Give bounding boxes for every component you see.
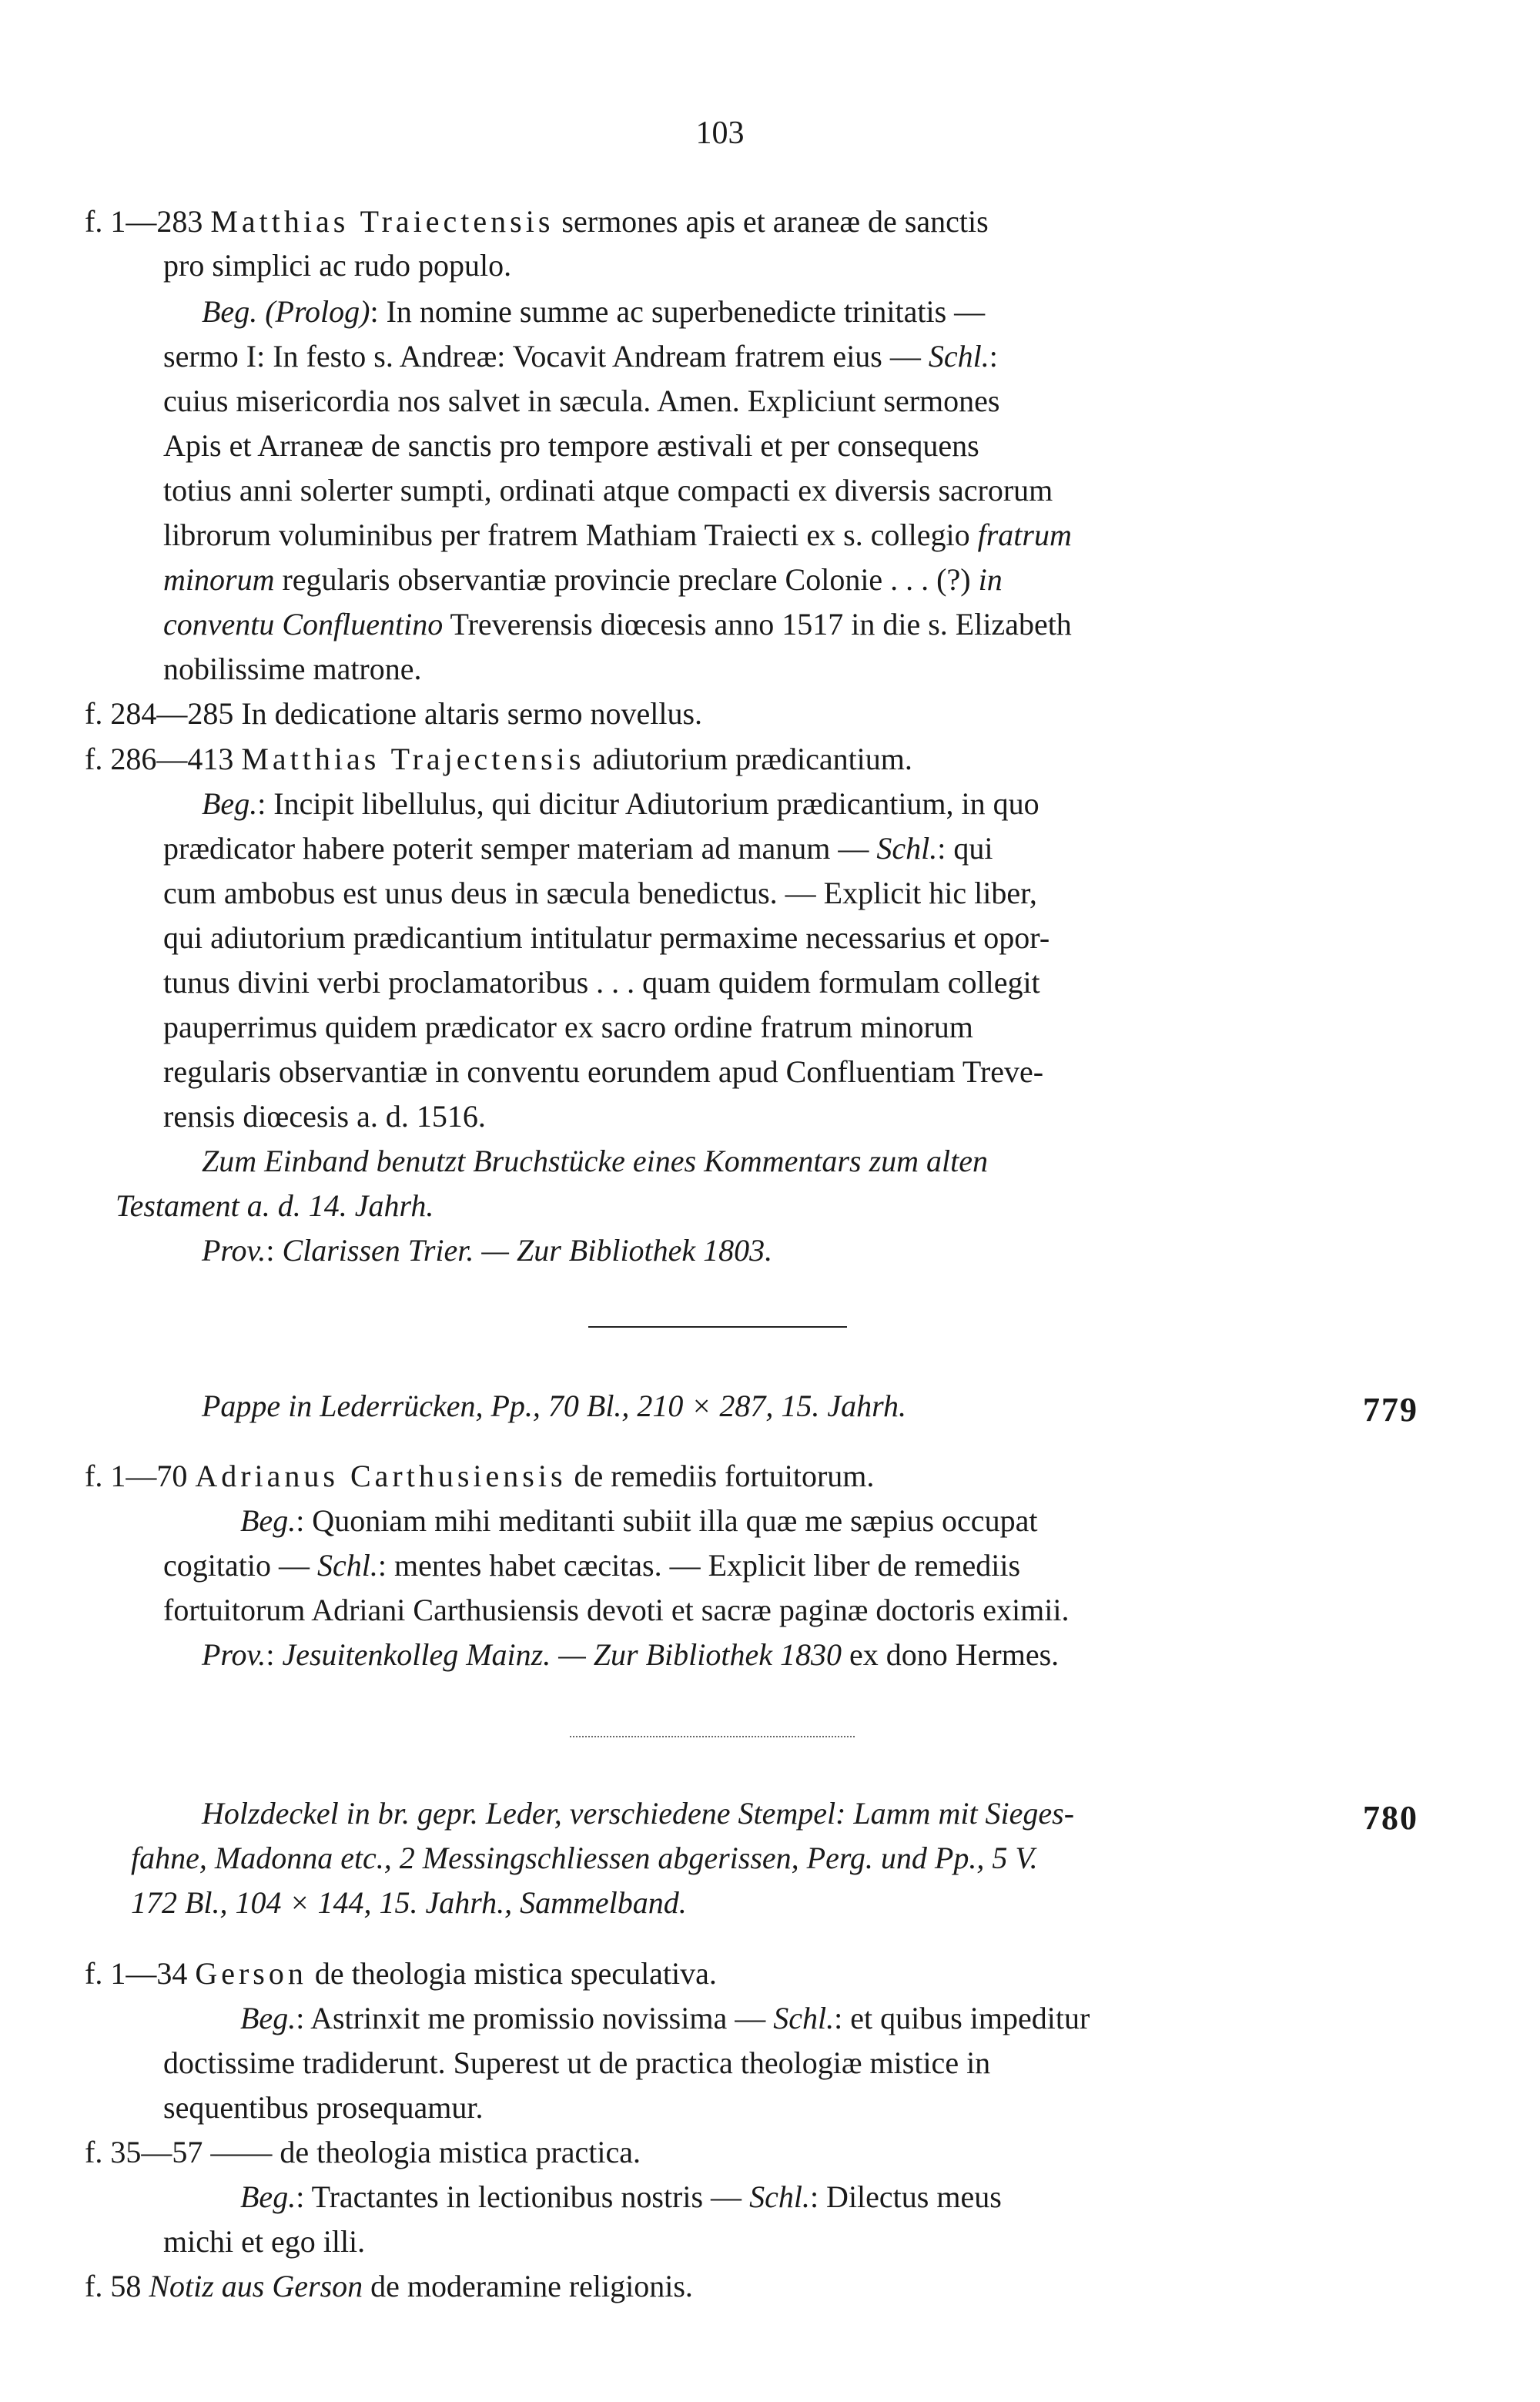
line-text: tunus divini verbi proclamatoribus . . . quam quidem formulam collegit [163, 965, 1040, 1000]
line-text: f. 35—57 —— de theologia mistica practica. [85, 2135, 641, 2169]
text-line [85, 744, 912, 775]
section-divider [588, 1326, 847, 1328]
line-text: pro simplici ac rudo populo. [163, 248, 512, 283]
line-text: totius anni solerter sumpti, ordinati atque compacti ex diversis sacrorum [163, 473, 1053, 508]
line-text: michi et ego illi. [163, 2224, 366, 2259]
manuscript-number: 779 [1363, 1391, 1418, 1429]
line-text: doctissime tradiderunt. Superest ut de practica theologiæ mistice in [163, 2045, 991, 2080]
text-line [163, 1012, 973, 1043]
manuscript-description [131, 1843, 1038, 1874]
line-text: : et quibus impeditur [834, 2001, 1090, 2035]
line-text: sermo I: In festo s. Andreæ: Vocavit Andream fratrem eius — [163, 339, 929, 374]
line-text: prædicator habere poterit semper materiam ad manum — [163, 831, 877, 866]
manuscript-description [202, 1391, 906, 1422]
author-name: Matthias Trajectensis [241, 742, 585, 776]
line-text: pauperrimus quidem prædicator ex sacro ordine fratrum minorum [163, 1010, 973, 1044]
section-divider [570, 1736, 855, 1737]
folio-range: f. 58 [85, 2269, 149, 2303]
text-line [163, 386, 999, 417]
line-text: f. 284—285 In dedicatione altaris sermo novellus. [85, 696, 703, 731]
line-text-italic: fratrum [977, 518, 1072, 552]
text-line [163, 564, 1003, 595]
text-line [85, 698, 702, 729]
folio-range: f. 1—283 [85, 204, 211, 239]
provenance: Clarissen Trier. — Zur Bibliothek 1803. [282, 1233, 773, 1268]
work-title: de theologia mistica speculativa. [306, 1956, 717, 1991]
line-text-italic: in [978, 562, 1003, 597]
text-line [163, 920, 1050, 955]
line-text: fortuitorum Adriani Carthusiensis devoti et sacræ paginæ doctoris eximii. [163, 1593, 1070, 1627]
text-line [85, 1958, 717, 1989]
line-text: : [266, 1233, 283, 1268]
text-line [163, 341, 998, 372]
line-text: Apis et Arraneæ de sanctis pro tempore æstivali et per consequens [163, 428, 979, 463]
folio-range: f. 286—413 [85, 742, 242, 776]
text-line [85, 2137, 641, 2168]
schl-label: Schl. [749, 2179, 810, 2214]
text-line [163, 1595, 1069, 1626]
line-text: : mentes habet cæcitas. — Explicit liber de remediis [377, 1548, 1021, 1583]
line-text: cuius misericordia nos salvet in sæcula. Amen. Expliciunt sermones [163, 384, 1000, 418]
text-line [163, 2045, 991, 2080]
line-text: : Quoniam mihi meditanti subiit illa quæ me sæpius occupat [296, 1503, 1038, 1538]
line-text: : [266, 1637, 283, 1672]
line-text-italic: conventu Confluentino [163, 607, 444, 642]
manuscript-description [202, 1798, 1074, 1829]
line-text: ex dono Hermes. [842, 1637, 1060, 1672]
binding-note: Zum Einband benutzt Bruchstücke eines Kommentars zum alten [202, 1144, 988, 1178]
line-text: : Astrinxit me promissio novissima — [296, 2001, 774, 2035]
line-text: de moderamine religionis. [363, 2269, 693, 2303]
manuscript-description [131, 1885, 687, 1920]
schl-label: Schl. [876, 831, 938, 866]
work-title: adiutorium prædicantium. [584, 742, 912, 776]
text-line [202, 296, 985, 327]
line-text: librorum voluminibus per fratrem Mathiam Traiecti ex s. collegio [163, 518, 978, 552]
text-line [163, 520, 1072, 551]
line-text: : Dilectus meus [809, 2179, 1002, 2214]
beg-label: Beg. [240, 1503, 296, 1538]
text-line [163, 250, 511, 281]
description-text: Holzdeckel in br. gepr. Leder, verschiedene Stempel: Lamm mit Sieges- [202, 1796, 1075, 1831]
author-name: Matthias Traiectensis [210, 204, 554, 239]
manuscript-number: 780 [1363, 1799, 1418, 1837]
text-line [85, 1461, 874, 1492]
line-text: sequentibus prosequamur. [163, 2090, 484, 2125]
text-line [163, 878, 1037, 909]
line-text: cum ambobus est unus deus in sæcula benedictus. — Explicit hic liber, [163, 876, 1037, 910]
beg-label: Beg. (Prolog) [202, 294, 370, 329]
text-line [163, 2226, 365, 2257]
text-line [163, 475, 1053, 506]
schl-label: Schl. [773, 2001, 835, 2035]
line-text: : Incipit libellulus, qui dicitur Adiutorium prædicantium, in quo [257, 786, 1040, 821]
line-text-italic: Notiz aus Gerson [149, 2269, 363, 2303]
folio-range: f. 1—34 [85, 1956, 196, 1991]
work-title: sermones apis et araneæ de sanctis [554, 204, 989, 239]
text-line [163, 609, 1072, 640]
page-number: 103 [695, 116, 745, 151]
text-line [163, 654, 422, 685]
schl-label: Schl. [928, 339, 989, 374]
line-text: qui adiutorium prædicantium intitulatur permaxime necessarius et opor- [163, 920, 1050, 955]
provenance: Jesuitenkolleg Mainz. — Zur Bibliothek 1830 [282, 1637, 842, 1672]
description-text: Pappe in Lederrücken, Pp., 70 Bl., 210 × 287, 15. Jahrh. [202, 1389, 907, 1423]
description-text: fahne, Madonna etc., 2 Messingschliessen abgerissen, Perg. und Pp., 5 V. [131, 1841, 1038, 1875]
line-text: Treverensis diœcesis anno 1517 in die s. Elizabeth [443, 607, 1072, 642]
line-text: : Tractantes in lectionibus nostris — [296, 2179, 750, 2214]
text-line [163, 967, 1040, 998]
prov-label: Prov. [202, 1637, 266, 1672]
text-line [163, 430, 979, 461]
line-text: regularis observantiæ in conventu eorundem apud Confluentiam Treve- [163, 1054, 1044, 1089]
text-line [163, 1550, 1020, 1581]
text-line [240, 1503, 1038, 1538]
description-text: 172 Bl., 104 × 144, 15. Jahrh., Sammelband. [131, 1885, 687, 1920]
text-line [116, 1188, 434, 1223]
text-line [202, 1235, 772, 1266]
line-text: rensis diœcesis a. d. 1516. [163, 1099, 486, 1134]
text-line [202, 1146, 988, 1177]
text-line [240, 2179, 1002, 2214]
text-line [85, 2271, 693, 2302]
text-line [202, 786, 1040, 821]
beg-label: Beg. [240, 2001, 296, 2035]
author-name: Gerson [195, 1956, 307, 1991]
text-line [85, 206, 989, 237]
beg-label: Beg. [202, 786, 258, 821]
line-text: nobilissime matrone. [163, 652, 422, 686]
schl-label: Schl. [316, 1548, 378, 1583]
text-line [202, 1637, 1060, 1672]
prov-label: Prov. [202, 1233, 266, 1268]
binding-note: Testament a. d. 14. Jahrh. [116, 1188, 434, 1223]
line-text-italic: minorum [163, 562, 275, 597]
beg-label: Beg. [240, 2179, 296, 2214]
text-line [163, 2092, 484, 2123]
line-text: cogitatio — [163, 1548, 317, 1583]
line-text: : qui [937, 831, 993, 866]
text-line [163, 833, 993, 864]
text-line [240, 2003, 1090, 2034]
folio-range: f. 1—70 [85, 1459, 196, 1493]
line-text: regularis observantiæ provincie preclare Colonie . . . (?) [274, 562, 979, 597]
text-line [163, 1054, 1044, 1089]
author-name: Adrianus Carthusiensis [195, 1459, 567, 1493]
line-text: : [989, 339, 998, 374]
text-line [163, 1101, 486, 1132]
work-title: de remediis fortuitorum. [566, 1459, 875, 1493]
line-text: : In nomine summe ac superbenedicte trinitatis — [370, 294, 986, 329]
